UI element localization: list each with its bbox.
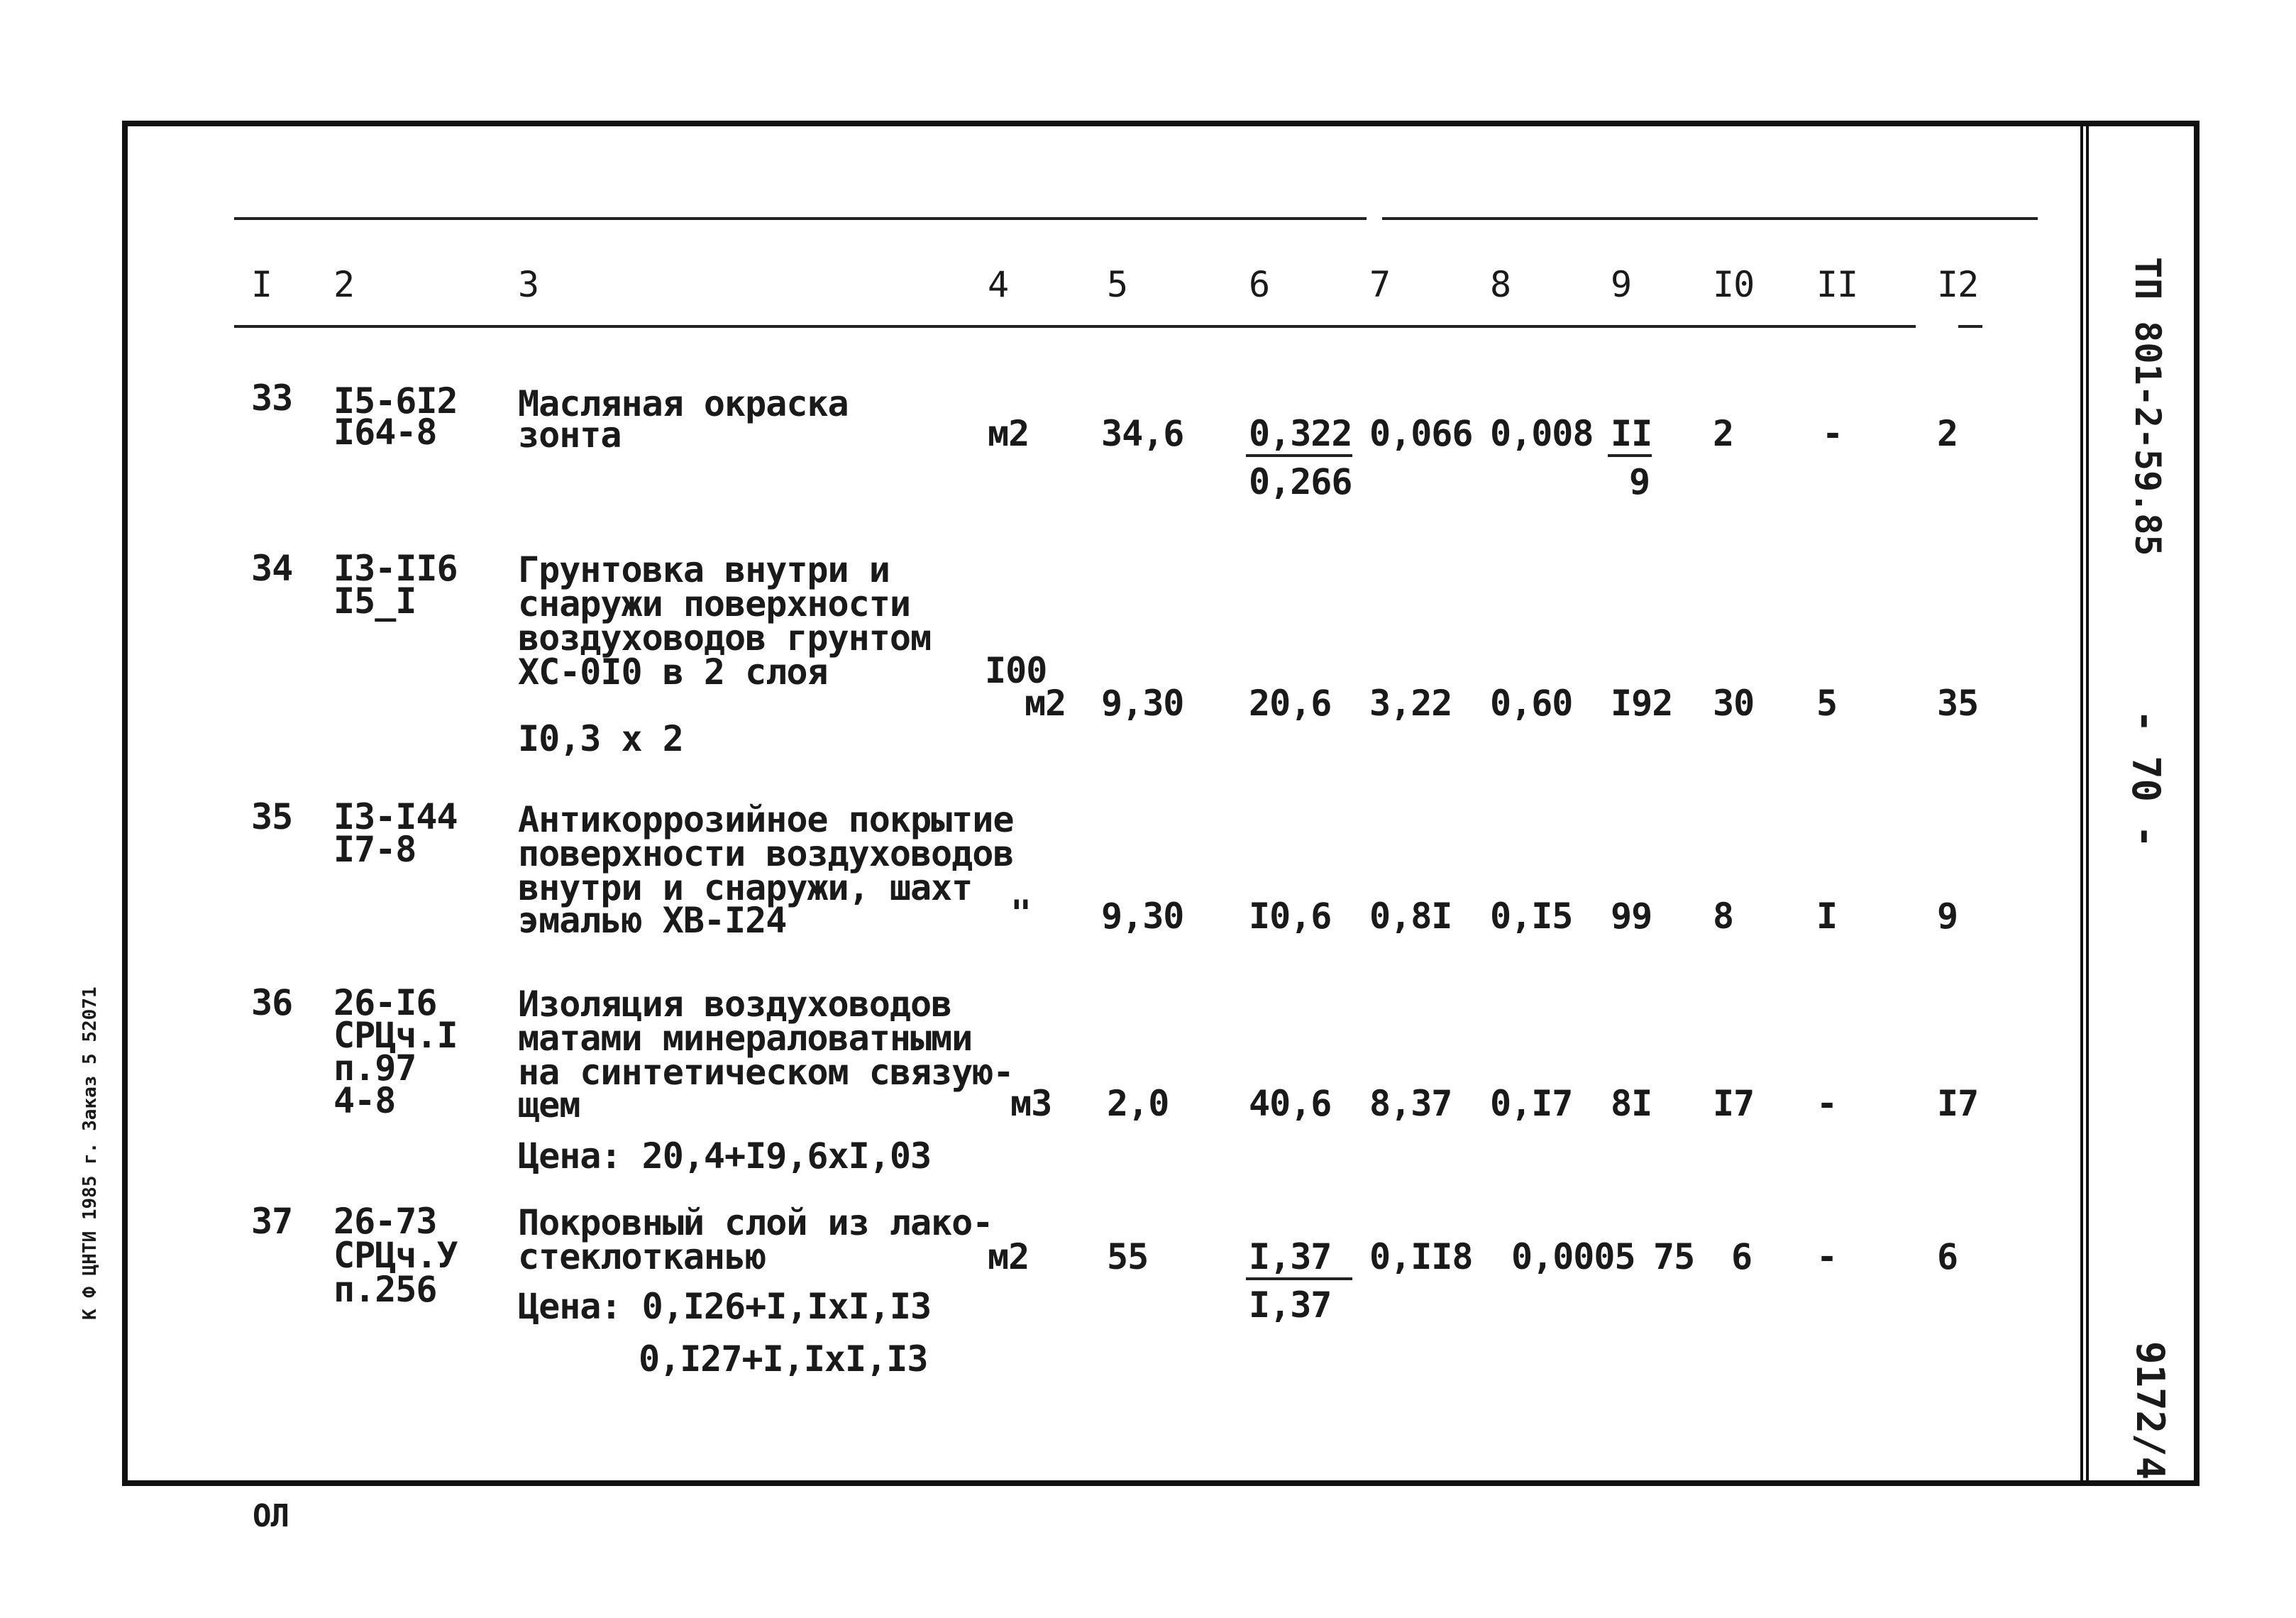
- row-number: 34: [251, 548, 293, 589]
- col8-value: 0,I5: [1490, 896, 1573, 937]
- col11-value: 5: [1816, 683, 1838, 724]
- fraction-line: [1246, 454, 1352, 457]
- row-number: 35: [251, 796, 293, 837]
- col10-value: 8: [1713, 896, 1734, 937]
- header-bottom-rule-tail: [1958, 325, 1982, 328]
- print-mark: К Ф ЦНТИ 1985 г. Заказ 5 52071: [79, 986, 101, 1320]
- header-col-6: 6: [1249, 264, 1270, 305]
- unit: м3: [1010, 1083, 1052, 1124]
- code-line: I3-I44: [333, 796, 458, 837]
- description-line: эмалью ХВ-I24: [518, 900, 787, 941]
- col6-numerator: 0,322: [1249, 413, 1352, 454]
- col6-value: 40,6: [1249, 1083, 1332, 1124]
- code-line: 26-73: [333, 1201, 437, 1242]
- col8-value: 0,008: [1490, 413, 1594, 454]
- code-line: I64-8: [333, 412, 437, 453]
- col11-value: I: [1816, 896, 1838, 937]
- code-line: п.97: [333, 1047, 416, 1089]
- col11-value: -: [1816, 1083, 1838, 1124]
- col10-value: 6: [1731, 1236, 1753, 1277]
- unit: ": [1010, 893, 1032, 934]
- row-number: 33: [251, 378, 293, 419]
- page-number: - 70 -: [2124, 710, 2168, 849]
- col9-numerator: II: [1611, 413, 1652, 454]
- quantity: 9,30: [1101, 683, 1184, 724]
- code-line: СРЦч.У: [333, 1235, 458, 1276]
- footer-mark: ОЛ: [253, 1498, 289, 1534]
- header-col-7: 7: [1369, 264, 1391, 305]
- code-line: I7-8: [333, 829, 416, 870]
- unit: м2: [988, 1236, 1030, 1277]
- description-line: Антикоррозийное покрытие: [518, 799, 1014, 840]
- quantity: 34,6: [1101, 413, 1184, 454]
- col7-value: 3,22: [1369, 683, 1452, 724]
- header-col-9: 9: [1611, 264, 1632, 305]
- row-number: 36: [251, 982, 293, 1023]
- description-line: стеклотканью: [518, 1236, 766, 1277]
- description-line: ХС-0I0 в 2 слоя: [518, 651, 828, 693]
- col12-value: 6: [1937, 1236, 1958, 1277]
- unit: м2: [1025, 683, 1066, 724]
- table-top-rule-left: [234, 217, 1367, 220]
- row-number: 37: [251, 1201, 293, 1242]
- col10-value: 30: [1713, 683, 1755, 724]
- description-line: зонта: [518, 414, 622, 456]
- description-line: поверхности воздуховодов: [518, 833, 1014, 874]
- description-line: Покровный слой из лако-: [518, 1202, 993, 1243]
- header-col-5: 5: [1107, 264, 1128, 305]
- col12-value: 35: [1937, 683, 1979, 724]
- col9-value: 8I: [1611, 1083, 1652, 1124]
- unit: м2: [988, 413, 1030, 454]
- col8-value: 0,0005: [1511, 1236, 1635, 1277]
- col7-value: 0,8I: [1369, 896, 1452, 937]
- album-number: 9172/4: [2128, 1341, 2173, 1480]
- header-col-8: 8: [1490, 264, 1511, 305]
- col6-value: 20,6: [1249, 683, 1332, 724]
- header-col-3: 3: [518, 264, 539, 305]
- description-line: Масляная окраска: [518, 383, 849, 424]
- header-col-1: I: [251, 264, 272, 305]
- code-line: 26-I6: [333, 982, 437, 1023]
- calculation: I0,3 х 2: [518, 718, 683, 759]
- col10-value: 2: [1713, 413, 1734, 454]
- col9-value: 75: [1653, 1236, 1695, 1277]
- code-line: СРЦч.I: [333, 1015, 458, 1056]
- description-line: щем: [518, 1084, 580, 1126]
- description-line: Изоляция воздуховодов: [518, 984, 952, 1025]
- col6-denominator: I,37: [1249, 1284, 1332, 1326]
- header-col-4: 4: [988, 264, 1009, 305]
- price-formula-line2: 0,I27+I,IхI,I3: [639, 1338, 928, 1380]
- col8-value: 0,60: [1490, 683, 1573, 724]
- document-code: ТП 801-2-59.85: [2127, 257, 2168, 556]
- col6-value: I0,6: [1249, 896, 1332, 937]
- code-line: п.256: [333, 1269, 437, 1310]
- header-bottom-rule: [234, 325, 1916, 328]
- price-formula: Цена: 0,I26+I,IхI,I3: [518, 1286, 932, 1327]
- price-formula: Цена: 20,4+I9,6хI,03: [518, 1135, 932, 1177]
- header-col-10: I0: [1713, 264, 1755, 305]
- col7-value: 8,37: [1369, 1083, 1452, 1124]
- code-line: I5_I: [333, 580, 416, 622]
- col7-value: 0,II8: [1369, 1236, 1473, 1277]
- col12-value: 9: [1937, 896, 1958, 937]
- col9-value: 99: [1611, 896, 1652, 937]
- description-line: на синтетическом связую-: [518, 1052, 1014, 1093]
- col6-numerator: I,37: [1249, 1236, 1332, 1277]
- description-line: внутри и снаружи, шахт: [518, 867, 973, 908]
- col9-value: I92: [1611, 683, 1673, 724]
- col8-value: 0,I7: [1490, 1083, 1573, 1124]
- quantity: 55: [1107, 1236, 1149, 1277]
- col12-value: 2: [1937, 413, 1958, 454]
- col6-denominator: 0,266: [1249, 461, 1352, 502]
- col11-value: -: [1822, 413, 1843, 454]
- header-col-12: I2: [1937, 264, 1979, 305]
- code-line: 4-8: [333, 1080, 396, 1121]
- header-col-11: II: [1816, 264, 1858, 305]
- col10-value: I7: [1713, 1083, 1755, 1124]
- header-col-2: 2: [333, 264, 355, 305]
- code-line: I3-II6: [333, 548, 458, 589]
- description-line: Грунтовка внутри и: [518, 549, 890, 590]
- code-line: I5-6I2: [333, 380, 458, 422]
- description-line: снаружи поверхности: [518, 583, 910, 624]
- fraction-line: [1608, 454, 1652, 457]
- table-top-rule-right: [1382, 217, 2038, 220]
- description-line: матами минераловатными: [518, 1018, 973, 1059]
- unit-multiplier: I00: [985, 650, 1047, 691]
- col9-denominator: 9: [1629, 461, 1650, 502]
- quantity: 9,30: [1101, 896, 1184, 937]
- description-line: воздуховодов грунтом: [518, 617, 932, 659]
- col11-value: -: [1816, 1236, 1838, 1277]
- col7-value: 0,066: [1369, 413, 1473, 454]
- fraction-line: [1246, 1277, 1352, 1280]
- quantity: 2,0: [1107, 1083, 1169, 1124]
- col12-value: I7: [1937, 1083, 1979, 1124]
